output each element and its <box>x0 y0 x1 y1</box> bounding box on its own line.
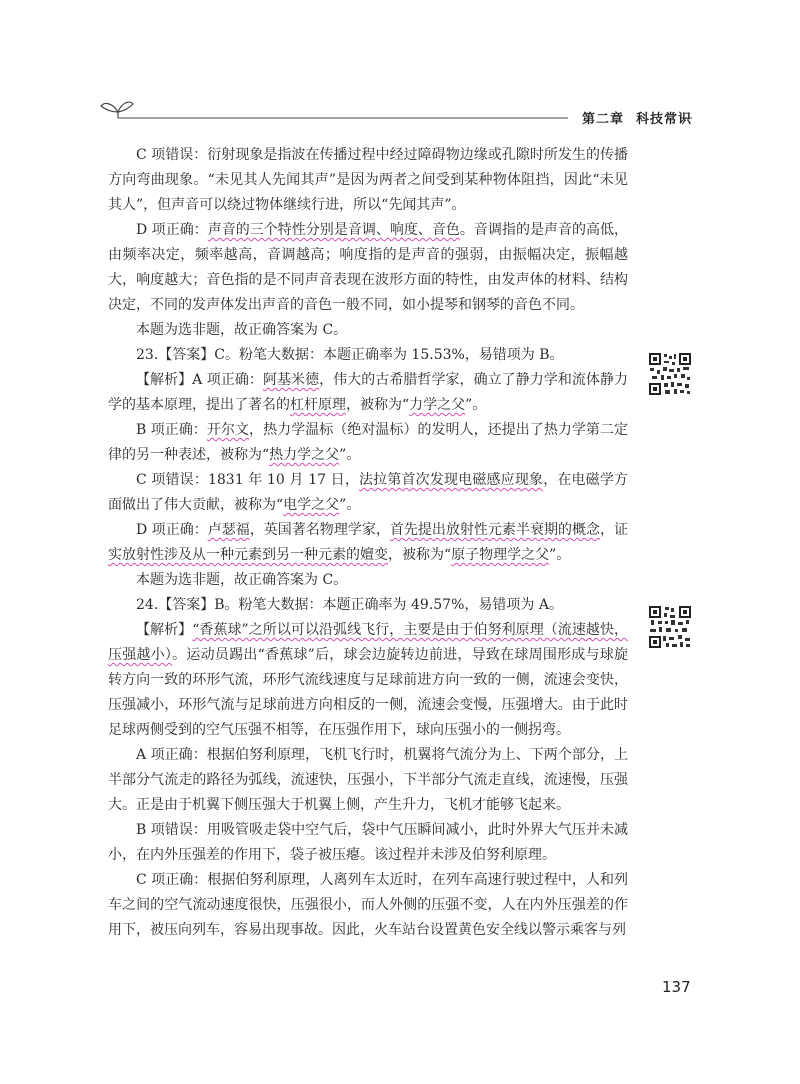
answer-summary: 本题为选非题，故正确答案为 C。 <box>136 322 348 338</box>
qr-code-icon[interactable] <box>648 352 692 396</box>
section-title: 科技常识 <box>635 112 692 127</box>
paragraph-d-sound: D 项正确：声音的三个特性分别是音调、响度、音色。音调指的是声音的高低，由频率决定，频率越高，音调越高；响度指的是声音的强弱，由振幅决定，振幅越大，响度越大；音色指的是不同声音表现在波形方面的特性，由发声体的材料、结构决定，不同的发声体发出声音的音色一般不同，如小提琴和钢琴的音色不同。 <box>108 222 629 313</box>
answer-24: 24.【答案】B。粉笔大数据：本题正确率为 49.57%，易错项为 A。 <box>136 597 563 613</box>
sprout-icon <box>101 102 133 118</box>
highlight: 实放射性涉及从一种元素到另一种元素的嬗变 <box>108 547 388 563</box>
qr-code-icon[interactable] <box>648 605 692 649</box>
analysis-23-c: C 项错误：1831 年 10 月 17 日，法拉第首次发现电磁感应现象，在电磁学方面做出了伟大贡献，被称为“电学之父”。 <box>108 472 629 513</box>
paragraph-c-diffraction: C 项错误：衍射现象是指波在传播过程中经过障碍物边缘或孔隙时所发生的传播方向弯曲现象。“未见其人先闻其声”是因为两者之间受到某种物体阻挡，因此“未见其人”，但声音可以绕过物体继续行进，所以“先闻其声”。 <box>108 147 628 213</box>
answer-summary: 本题为选非题，故正确答案为 C。 <box>136 572 348 588</box>
analysis-24-a: A 项正确：根据伯努利原理，飞机飞行时，机翼将气流分为上、下两个部分，上半部分气流走的路径为弧线，流速快，压强小，下半部分气流走直线，流速慢，压强大。正是由于机翼下侧压强大于机翼上侧，产生升力，飞机才能够飞起来。 <box>108 747 628 813</box>
chapter-title <box>582 108 692 127</box>
analysis-23-b: B 项正确：开尔文，热力学温标（绝对温标）的发明人，还提出了热力学第二定律的另一种表述，被称为“热力学之父”。 <box>108 422 629 463</box>
highlight: 开尔文 <box>206 422 250 438</box>
highlight: 力学之父 <box>409 397 466 413</box>
answer-23: 23.【答案】C。粉笔大数据：本题正确率为 15.53%，易错项为 B。 <box>136 347 564 363</box>
highlight: 声音的三个特性分别是音调、响度、音色 <box>207 222 460 238</box>
highlight: 原子物理学之父 <box>451 547 550 563</box>
highlight: 首先提出放射性元素半衰期的概念 <box>389 522 600 538</box>
analysis-24-c: C 项正确：根据伯努利原理，人离列车太近时，在列车高速行驶过程中，人和列车之间的空气流动速度很快，压强很小，而人外侧的压强不变，人在内外压强差的作用下，被压向列车，容易出现事故。因此，火车站台设置黄色安全线以警示乘客与列 <box>108 872 628 938</box>
page-number: 137 <box>662 978 691 996</box>
page-body <box>108 143 628 943</box>
highlight: 电学之父 <box>283 497 340 513</box>
analysis-23-d: D 项正确：卢瑟福，英国著名物理学家，首先提出放射性元素半衰期的概念，证实放射性涉及从一种元素到另一种元素的嬗变，被称为“原子物理学之父”。 <box>108 522 629 563</box>
page-header <box>0 88 800 128</box>
highlight: 卢瑟福 <box>207 522 250 538</box>
highlight: 杠杆原理 <box>290 397 346 413</box>
highlight: 法拉第首次发现电磁感应现象 <box>359 472 544 488</box>
analysis-23-a: 【解析】A 项正确：阿基米德，伟大的古希腊哲学家，确立了静力学和流体静力学的基本原理，提出了著名的杠杆原理，被称为“力学之父”。 <box>108 372 629 413</box>
analysis-24-b: B 项错误：用吸管吸走袋中空气后，袋中气压瞬间减小，此时外界大气压并未减小，在内外压强差的作用下，袋子被压瘪。该过程并未涉及伯努利原理。 <box>108 822 628 863</box>
highlight: “香蕉球”之所以可以沿弧线飞行，主要是由于伯努利原理（流速越快，压强越小） <box>108 622 628 663</box>
chapter-number: 第二章 <box>581 112 624 127</box>
analysis-24: 【解析】“香蕉球”之所以可以沿弧线飞行，主要是由于伯努利原理（流速越快，压强越小）。运动员踢出“香蕉球”后，球会边旋转边前进，导致在球周围形成与球旋转方向一致的环形气流，环形气流线速度与足球前进方向一致的一侧，流速会变快，压强减小，环形气流与足球前进方向相反的一侧，流速会变慢，压强增大。由于此时足球两侧受到的空气压强不相等，在压强作用下，球向压强小的一侧拐弯。 <box>108 622 628 738</box>
highlight: 阿基米德 <box>262 372 320 388</box>
highlight: 热力学之父 <box>269 447 340 463</box>
